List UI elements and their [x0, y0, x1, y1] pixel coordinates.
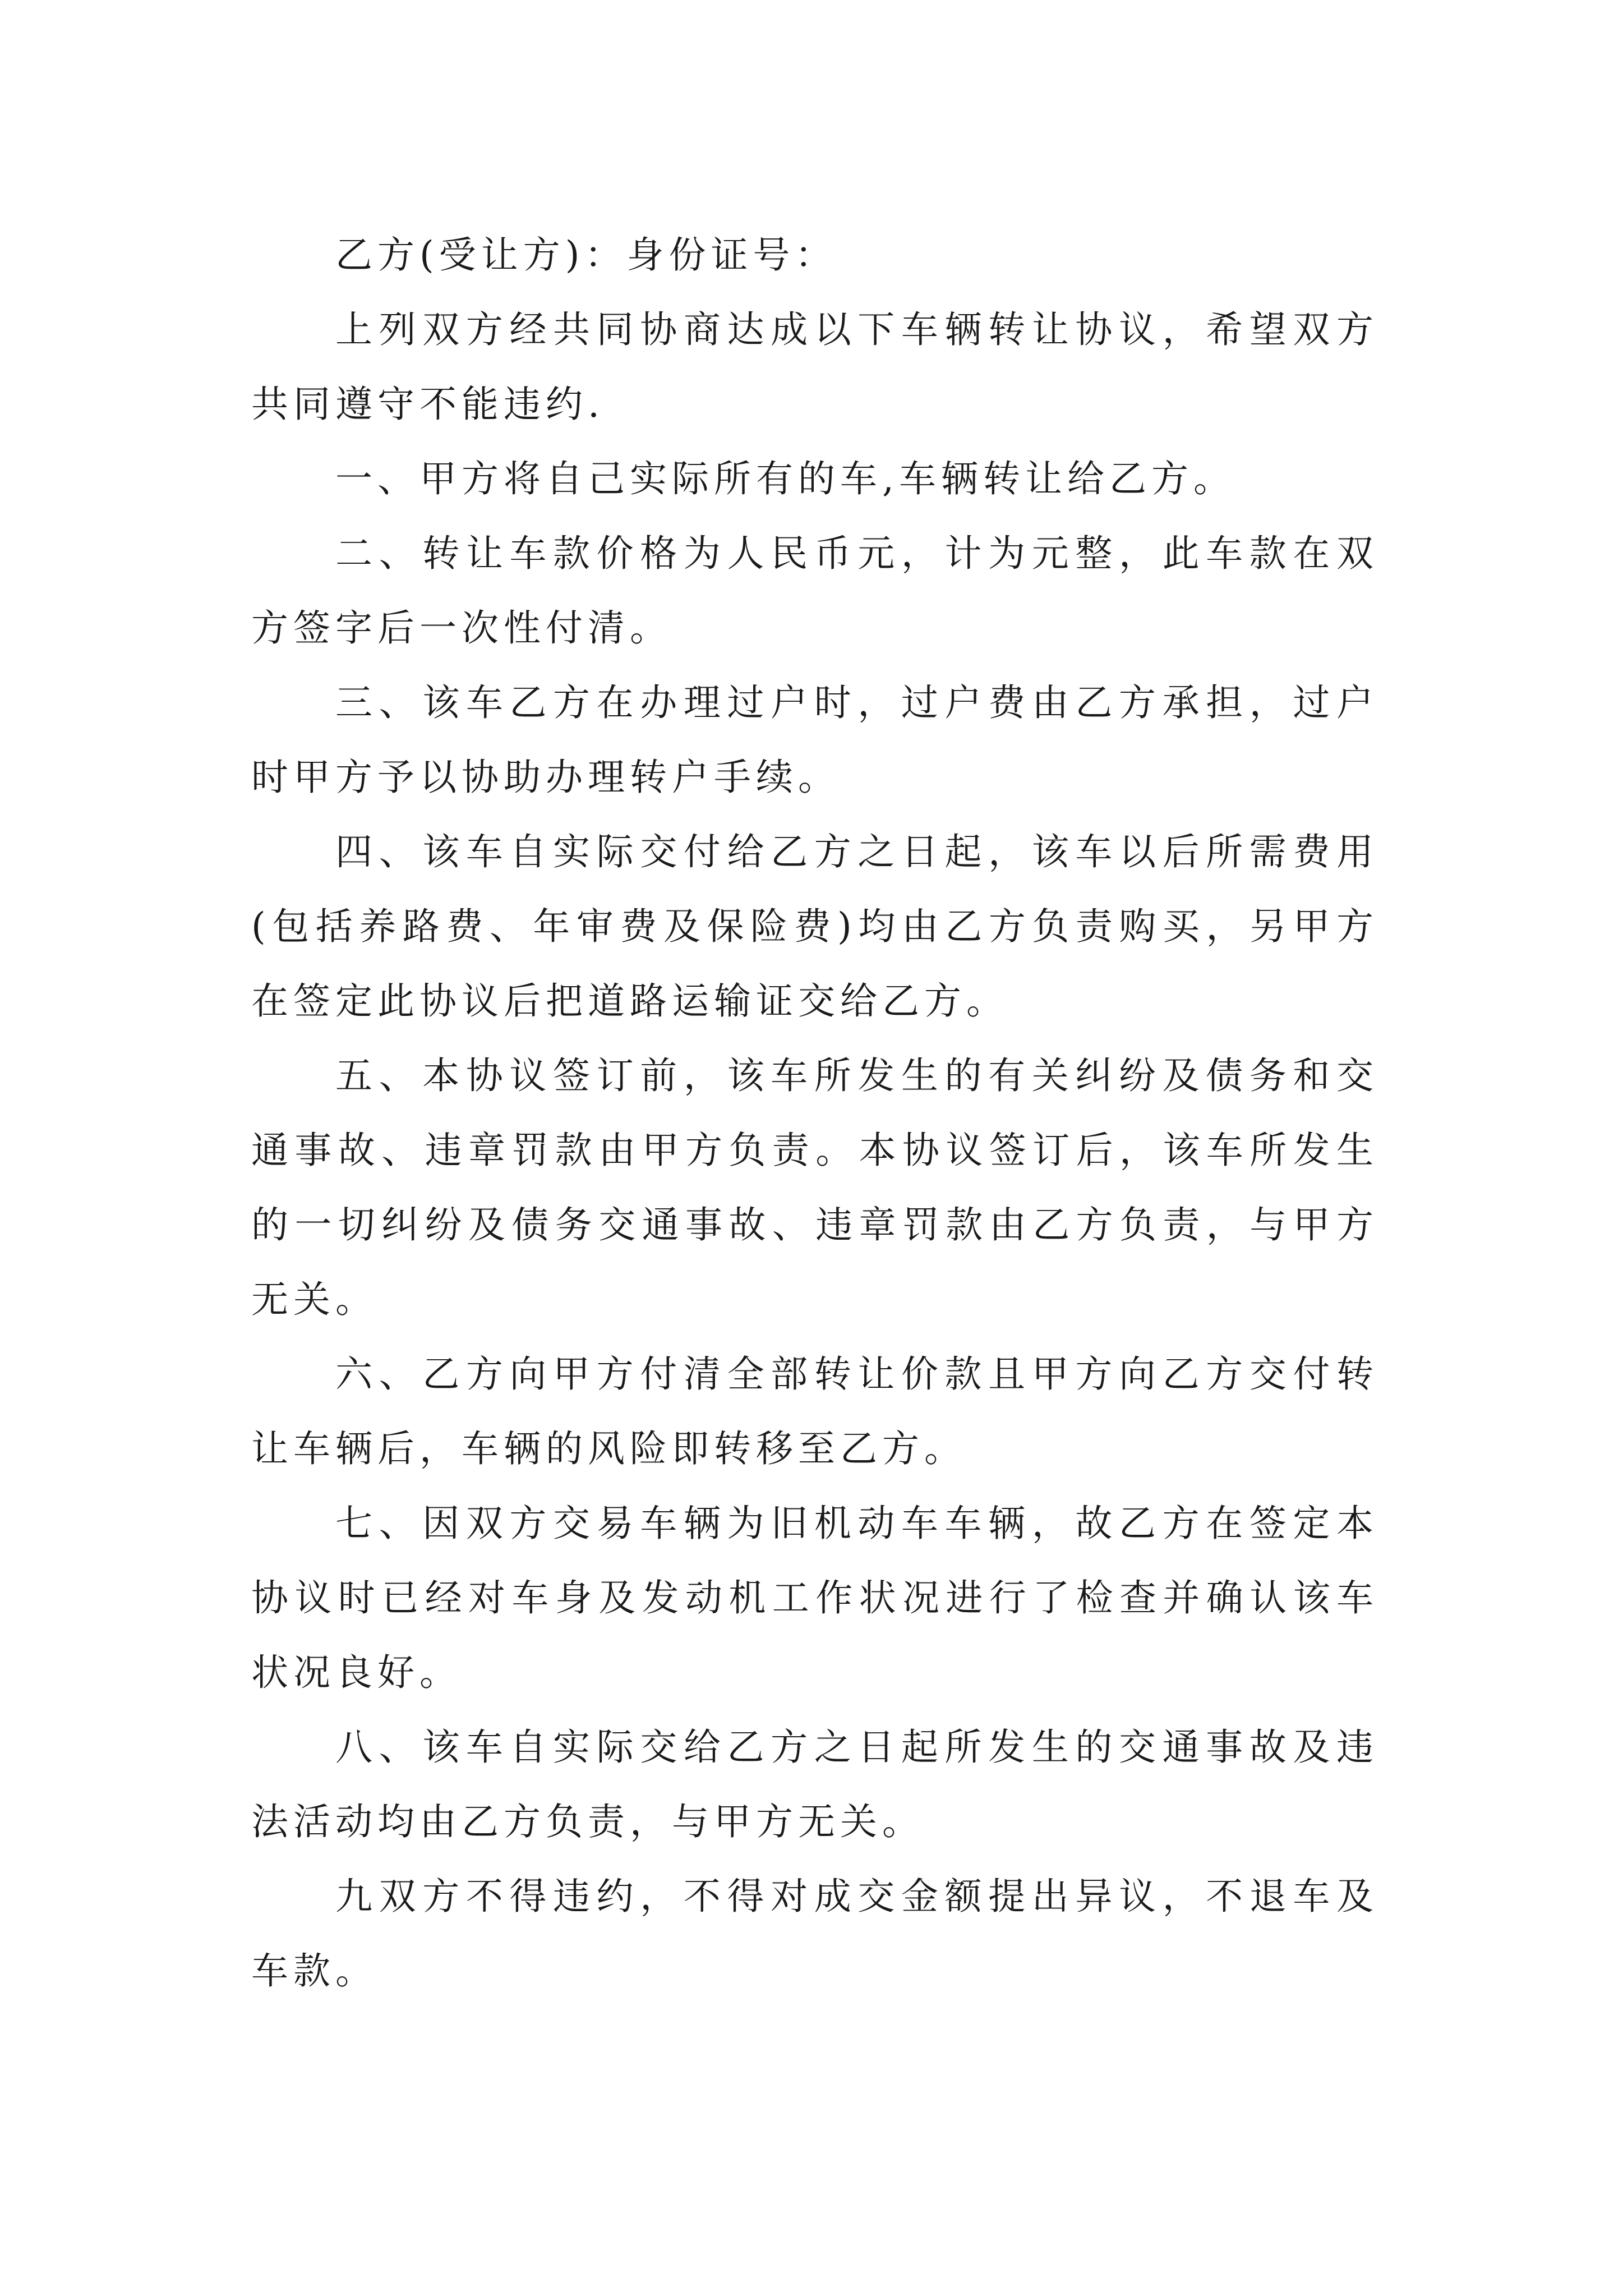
paragraph-clause-9: 九双方不得违约，不得对成交金额提出异议，不退车及车款。	[251, 1875, 1378, 1993]
document-body	[251, 218, 1378, 2008]
paragraph-clause-1: 一、甲方将自己实际所有的车,车辆转让给乙方。	[335, 457, 1235, 500]
paragraph-party-b: 乙方(受让方)：身份证号：	[335, 233, 837, 277]
paragraph-preamble: 上列双方经共同协商达成以下车辆转让协议，希望双方共同遵守不能违约.	[251, 308, 1378, 426]
paragraph-clause-8: 八、该车自实际交给乙方之日起所发生的交通事故及违法活动均由乙方负责，与甲方无关。	[251, 1726, 1378, 1843]
paragraph-clause-6: 六、乙方向甲方付清全部转让价款且甲方向乙方交付转让车辆后，车辆的风险即转移至乙方。	[251, 1352, 1378, 1470]
paragraph-clause-2: 二、转让车款价格为人民币元，计为元整，此车款在双方签字后一次性付清。	[251, 532, 1378, 650]
paragraph-clause-3: 三、该车乙方在办理过户时，过户费由乙方承担，过户时甲方予以协助办理转户手续。	[251, 681, 1378, 799]
paragraph-clause-7: 七、因双方交易车辆为旧机动车车辆，故乙方在签定本协议时已经对车身及发动机工作状况进行了检查并确认该车状况良好。	[251, 1502, 1378, 1694]
paragraph-clause-4: 四、该车自实际交付给乙方之日起，该车以后所需费用(包括养路费、年审费及保险费)均由乙方负责购买，另甲方在签定此协议后把道路运输证交给乙方。	[251, 830, 1378, 1023]
paragraph-clause-5: 五、本协议签订前，该车所发生的有关纠纷及债务和交通事故、违章罚款由甲方负责。本协议签订后，该车所发生的一切纠纷及债务交通事故、违章罚款由乙方负责，与甲方无关。	[251, 1054, 1378, 1321]
